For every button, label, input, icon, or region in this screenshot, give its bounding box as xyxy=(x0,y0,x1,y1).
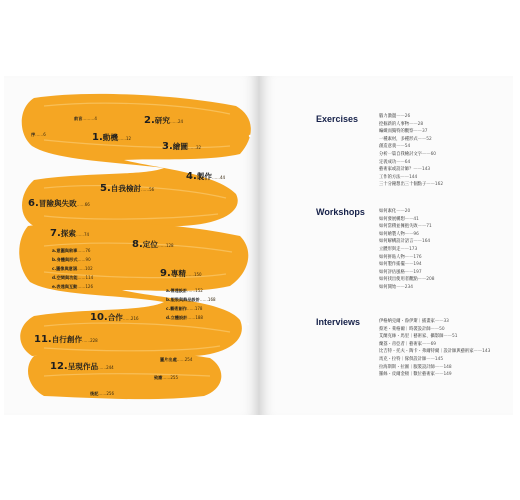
workshop-item xyxy=(379,246,434,254)
exercise-item-page: 28 xyxy=(417,121,424,127)
leader-dash: —— xyxy=(404,231,414,237)
toc-sub-7a: a.意圖與敘事……76 xyxy=(52,248,91,253)
toc-front-foreword: 前言………4 xyxy=(74,116,97,121)
leader-dash: —— xyxy=(430,326,440,332)
workshop-item-text: 如何發展構想 xyxy=(379,216,405,222)
workshop-item-page: 71 xyxy=(426,224,432,230)
leader-dash: —— xyxy=(421,151,431,157)
interviews-list xyxy=(379,318,490,379)
interview-item xyxy=(379,318,490,326)
toc-sub-7b: b.身體與形式……90 xyxy=(52,257,91,262)
leader-dash: —— xyxy=(404,262,414,268)
workshop-item-text: 如何評估風格 xyxy=(379,269,405,275)
toc-chapter-4: 4.製作……44 xyxy=(186,171,226,182)
leader-dash: —— xyxy=(473,349,483,355)
workshop-item xyxy=(379,216,434,224)
leader-dash: —— xyxy=(413,129,422,135)
interview-item-text: 伊格納克爾・魯伊斯｜插畫家 xyxy=(379,319,435,324)
toc-chapter-3: 3.繪圖……32 xyxy=(162,141,202,152)
toc-chapter-2: 2.研究……24 xyxy=(144,115,184,126)
leader-dash: —— xyxy=(443,334,453,340)
workshop-item-page: 176 xyxy=(413,254,422,260)
interview-item-page: 143 xyxy=(482,349,491,355)
toc-chapter-6: 6.冒險與失敗……66 xyxy=(28,198,90,209)
leader-dash: —— xyxy=(396,159,405,165)
interview-item-page: 50 xyxy=(439,326,445,332)
interview-item xyxy=(379,333,490,341)
leader-dash: —— xyxy=(400,246,410,252)
toc-sub-7e: e.表達與互動……126 xyxy=(52,284,94,289)
section-title-exercises: Exercises xyxy=(316,114,359,124)
workshop-item-text: 如何素化 xyxy=(379,209,397,214)
workshop-item-text: 立體形與走 xyxy=(379,246,401,252)
exercise-item-page: 64 xyxy=(404,159,411,165)
toc-chapter-10: 10.合作……216 xyxy=(90,312,139,323)
interview-item-text: 蘭荔・帝亞者｜藝術家 xyxy=(379,341,422,347)
leader-dash: —— xyxy=(421,341,431,347)
workshop-item-page: 197 xyxy=(413,269,422,275)
exercise-item-text: 工作的方法 xyxy=(379,174,401,180)
leader-dash: —— xyxy=(417,136,427,142)
leader-dash: —— xyxy=(426,182,435,188)
exercise-item-text: 定義成功 xyxy=(379,159,397,165)
interview-item xyxy=(379,371,490,379)
workshop-item-page: 96 xyxy=(413,231,419,237)
leader-dash: —— xyxy=(413,239,422,245)
workshop-item xyxy=(379,254,434,262)
workshop-item-page: 41 xyxy=(413,216,419,222)
toc-chapter-12: 12.呈現作品……244 xyxy=(50,361,114,372)
interview-item-text: 馬克・拉特｜傢俱設計師 xyxy=(379,356,427,362)
leader-dash: —— xyxy=(400,174,410,180)
exercise-item xyxy=(379,143,443,151)
toc-front-preface: 序……6 xyxy=(31,132,46,137)
leader-dash: —— xyxy=(396,144,405,150)
interview-item xyxy=(379,341,490,349)
exercises-list xyxy=(379,113,443,189)
exercise-item-text: 三十分鐘想出三十個點子 xyxy=(379,182,427,188)
interview-item-text: 蔡述・萊格爾｜時裝設計師 xyxy=(379,326,431,332)
leader-dash: —— xyxy=(396,209,405,214)
workshop-item xyxy=(379,284,434,292)
interview-item xyxy=(379,348,490,356)
interview-item xyxy=(379,326,490,334)
workshop-item-page: 20 xyxy=(404,209,411,214)
workshop-item-text: 如何拼貼人物 xyxy=(379,254,405,260)
workshop-item-text: 如何找出使用者觀點 xyxy=(379,277,418,283)
exercise-item-text: 一種素材，多種形式 xyxy=(379,136,418,142)
exercise-item-text: 挖掘新的人事物 xyxy=(379,121,410,127)
workshop-item xyxy=(379,231,434,239)
exercise-item xyxy=(379,151,443,159)
exercise-item-page: 26 xyxy=(404,114,411,119)
workshop-item xyxy=(379,238,434,246)
toc-chapter-11: 11.自行創作……228 xyxy=(34,334,98,345)
leader-dash: —— xyxy=(404,254,414,260)
leader-dash: —— xyxy=(417,277,427,283)
toc-sub-7c: c.圖像與意涵……102 xyxy=(52,266,93,271)
workshop-item xyxy=(379,208,434,216)
workshop-item-text: 如何繪製人物 xyxy=(379,231,405,237)
workshop-item xyxy=(379,276,434,284)
leader-dash: —— xyxy=(434,372,444,378)
interview-item xyxy=(379,356,490,364)
toc-chapter-7: 7.探索……74 xyxy=(50,228,90,239)
exercise-item xyxy=(379,159,443,167)
exercise-item-page: 52 xyxy=(426,136,432,142)
interview-item-page: 148 xyxy=(443,364,452,370)
toc-back-afterword: 後記……256 xyxy=(90,391,115,396)
leader-dash: —— xyxy=(417,224,427,230)
exercise-item xyxy=(379,121,443,129)
interview-item-page: 51 xyxy=(452,334,458,340)
leader-dash: —— xyxy=(434,319,444,324)
toc-chapter-9: 9.專精……150 xyxy=(160,268,202,279)
exercise-item-page: 144 xyxy=(409,174,418,180)
book-spread xyxy=(4,76,513,415)
workshop-item-page: 194 xyxy=(413,262,422,268)
workshop-item-text: 如何製作搖擺 xyxy=(379,262,405,268)
exercise-item xyxy=(379,113,443,121)
exercise-item-text: 創造意義 xyxy=(379,144,397,150)
right-page xyxy=(259,76,513,415)
section-title-workshops: Workshops xyxy=(316,207,365,217)
workshop-item xyxy=(379,261,434,269)
leader-dash: —— xyxy=(409,121,418,127)
toc-chapter-8: 8.定位……128 xyxy=(132,239,174,250)
interview-item-text: 艾蘭克絲・馬里｜藝術家、攝影師 xyxy=(379,334,444,340)
interview-item-text: 拉海斯斯・拉圖｜服裝設計師 xyxy=(379,364,435,370)
exercise-item-page: 143 xyxy=(421,167,431,173)
workshop-item-text: 如何開始 xyxy=(379,284,397,290)
toc-sub-9b: b.服裝與飾品設計……168 xyxy=(166,297,216,302)
leader-dash: —— xyxy=(396,284,405,290)
toc-back-image-credits: 圖片出處……254 xyxy=(160,357,193,362)
left-page xyxy=(4,76,259,415)
toc-back-acknowledgements: 致謝……255 xyxy=(154,375,179,380)
leader-dash: —— xyxy=(404,269,414,275)
exercise-item xyxy=(379,174,443,182)
workshop-item-page: 234 xyxy=(404,284,413,290)
exercise-item xyxy=(379,136,443,144)
exercise-item-text: 藝術家或設計師？ xyxy=(379,167,414,173)
interview-item-page: 149 xyxy=(443,372,452,378)
leader-dash: —— xyxy=(434,364,444,370)
workshop-item-page: 173 xyxy=(409,246,418,252)
interview-item xyxy=(379,364,490,372)
exercise-item-text: 編織而獨特的觀察 xyxy=(379,129,414,135)
exercise-item-page: 162 xyxy=(434,182,444,188)
toc-chapter-5: 5.自我檢討……56 xyxy=(100,183,155,194)
leader-dash: —— xyxy=(396,114,405,119)
interview-item-text: 比吉特・托夫・陶卡・弗爾特爾｜設計師與藝術家 xyxy=(379,349,474,355)
exercise-item-page: 60 xyxy=(430,151,437,157)
interview-item-text: 羅絲・皮爾金頓｜數位藝術家 xyxy=(379,372,435,378)
exercise-item xyxy=(379,128,443,136)
workshop-item-text: 如何解構設計語言 xyxy=(379,239,414,245)
toc-sub-7d: d.空間與功能……114 xyxy=(52,275,94,280)
exercise-item-page: 54 xyxy=(404,144,411,150)
leader-dash: —— xyxy=(413,167,422,173)
section-title-interviews: Interviews xyxy=(316,317,361,327)
workshop-item xyxy=(379,223,434,231)
interview-item-page: 69 xyxy=(430,341,437,347)
interview-item-page: 33 xyxy=(443,319,449,324)
toc-sub-9a: a.傳達設計……152 xyxy=(166,288,203,293)
workshop-item-text: 如何當積並擁抱失敗 xyxy=(379,224,418,230)
toc-sub-9d: d.立體設計……188 xyxy=(166,315,203,320)
toc-chapter-1: 1.動機……12 xyxy=(92,132,132,143)
exercise-item-text: 腦力激盪 xyxy=(379,114,397,119)
workshops-list xyxy=(379,208,434,292)
leader-dash: —— xyxy=(426,356,435,362)
workshop-item-page: 208 xyxy=(426,277,435,283)
workshop-item-page: 164 xyxy=(421,239,431,245)
leader-dash: —— xyxy=(404,216,414,222)
exercise-item xyxy=(379,181,443,189)
exercise-item-page: 37 xyxy=(421,129,428,135)
toc-sub-9c: c.藝術創作……178 xyxy=(166,306,203,311)
interview-item-page: 145 xyxy=(434,356,444,362)
workshop-item xyxy=(379,269,434,277)
exercise-item-text: 分析一篇自我檢討文字 xyxy=(379,151,422,157)
exercise-item xyxy=(379,166,443,174)
